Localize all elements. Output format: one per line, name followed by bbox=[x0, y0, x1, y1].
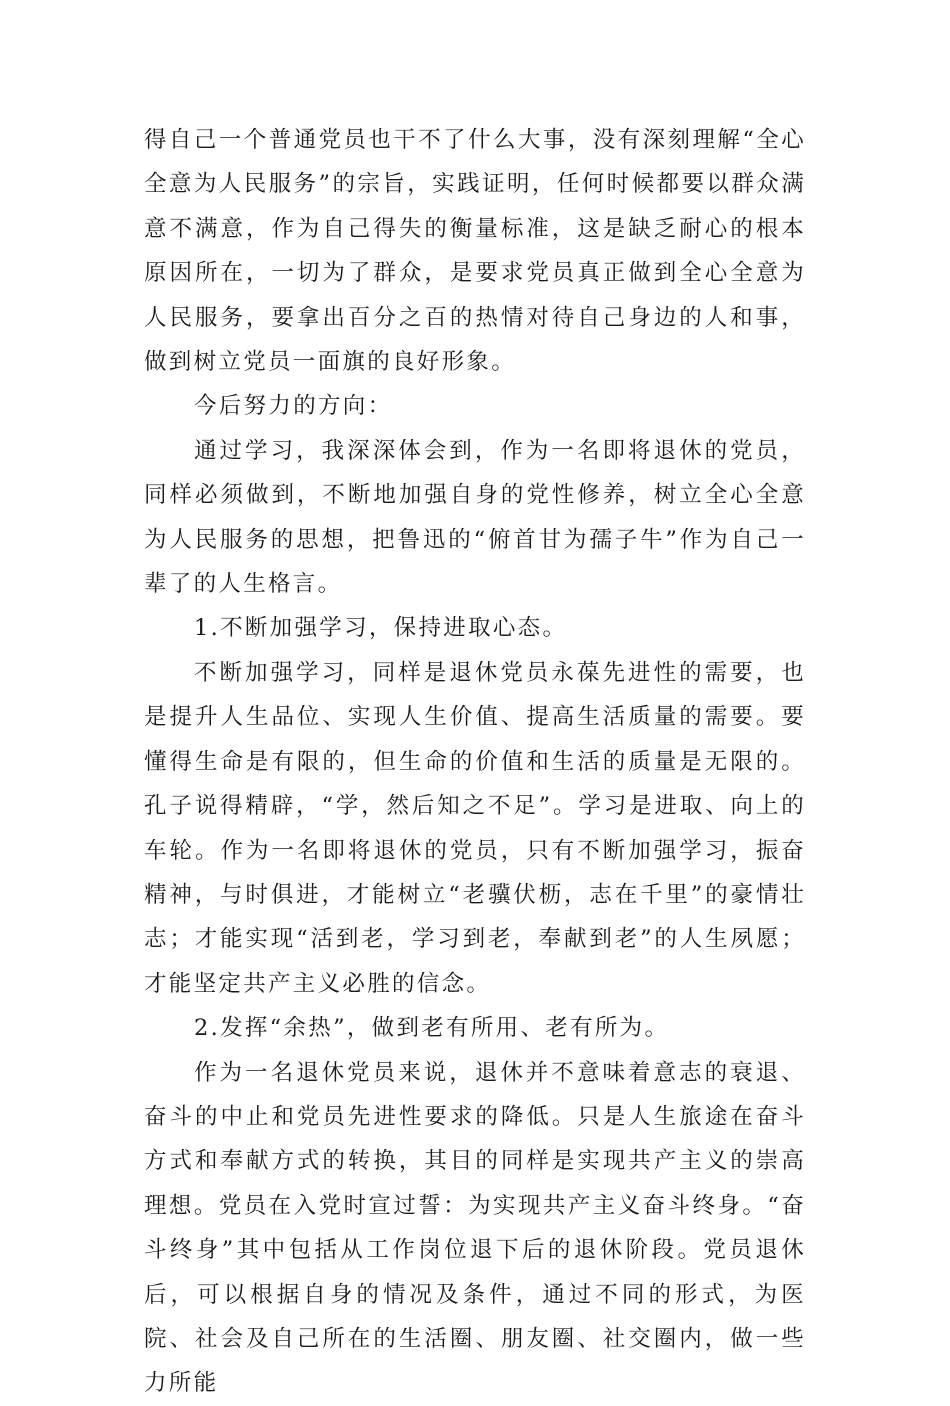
paragraph-learning-reflection: 通过学习，我深深体会到，作为一名即将退休的党员，同样必须做到，不断地加强自身的党性修养，树立全心全意为人民服务的思想，把鲁迅的“俯首甘为孺子牛”作为自己一辈了的人生格言。 bbox=[144, 437, 806, 598]
paragraph-continuation: 得自己一个普通党员也干不了什么大事，没有深刻理解“全心全意为人民服务”的宗旨，实践证明，任何时候都要以群众满意不满意，作为自己得失的衡量标准，这是缺乏耐心的根本原因所在，一切为了群众，是要求党员真正做到全心全意为人民服务，要拿出百分之百的热情对待自己身边的人和事，做到树立党员一面旗的良好形象。 bbox=[144, 127, 806, 376]
paragraph-study: 不断加强学习，同样是退休党员永葆先进性的需要，也是提升人生品位、实现人生价值、提高生活质量的需要。要懂得生命是有限的，但生命的价值和生活的质量是无限的。孔子说得精辟，“学，然后知之不足”。学习是进取、向上的车轮。作为一名即将退休的党员，只有不断加强学习，振奋精神，与时俱进，才能树立“老骥伏枥，志在千里”的豪情壮志；才能实现“活到老，学习到老，奉献到老”的人生夙愿；才能坚定共产主义必胜的信念。 bbox=[144, 659, 806, 997]
document-body bbox=[144, 118, 806, 1406]
list-item-heading-2: 2.发挥“余热”，做到老有所用、老有所为。 bbox=[194, 1015, 670, 1042]
section-heading-direction: 今后努力的方向： bbox=[194, 393, 393, 420]
paragraph-retirement: 作为一名退休党员来说，退休并不意味着意志的衰退、奋斗的中止和党员先进性要求的降低。只是人生旅途在奋斗方式和奉献方式的转换，其目的同样是实现共产主义的崇高理想。党员在入党时宣过誓：为实现共产主义奋斗终身。“奋斗终身”其中包括从工作岗位退下后的退休阶段。党员退休后，可以根据自身的情况及条件，通过不同的形式，为医院、社会及自己所在的生活圈、朋友圈、社交圈内，做一些力所能 bbox=[144, 1059, 806, 1397]
list-item-heading-1: 1.不断加强学习，保持进取心态。 bbox=[194, 615, 568, 642]
